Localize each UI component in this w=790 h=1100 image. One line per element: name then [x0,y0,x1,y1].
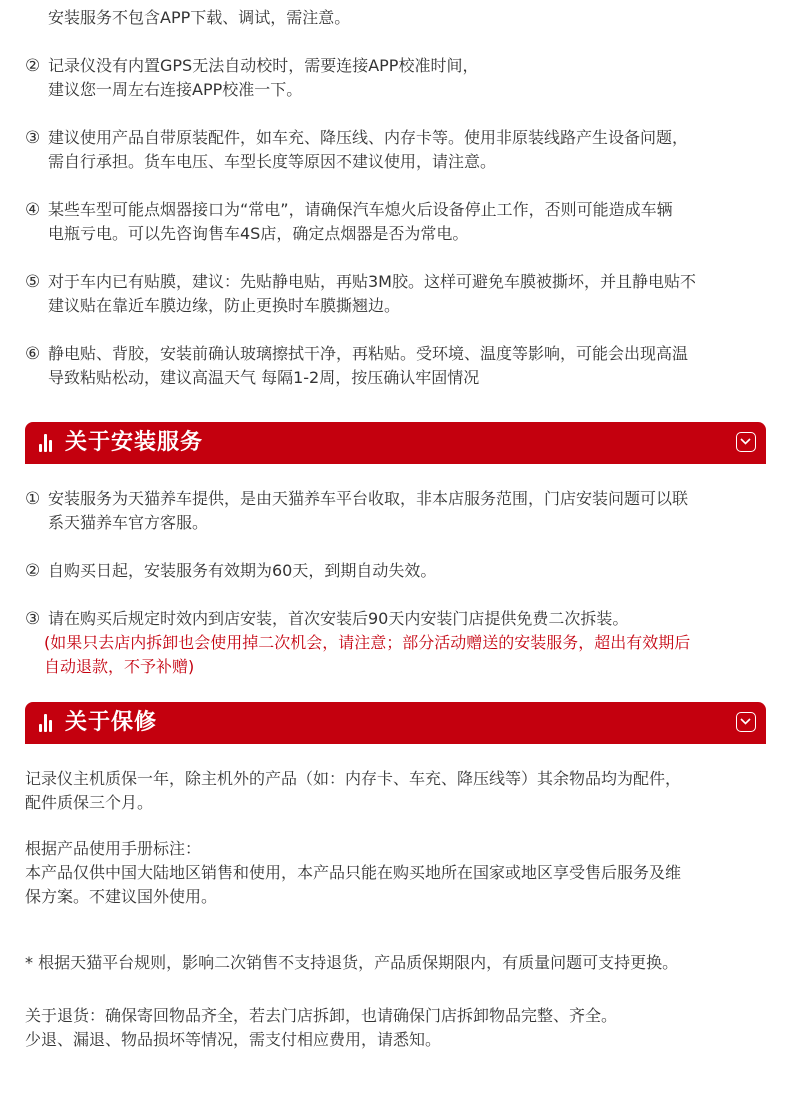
install-3-line-1: 请在购买后规定时效内到店安装，首次安装后90天内安装门店提供免费二次拆装。 [48,609,629,628]
warranty-line-1: 记录仪主机质保一年，除主机外的产品（如：内存卡、车充、降压线等）其余物品均为配件， [25,769,682,788]
note-4-line-2: 电瓶亏电。可以先咨询售车4S店，确定点烟器是否为常电。 [48,224,469,243]
chevron-down-icon[interactable] [736,432,756,452]
note-3-line-1: 建议使用产品自带原装配件，如车充、降压线、内存卡等。使用非原装线路产生设备问题， [48,128,689,147]
note-2-line-2: 建议您一周左右连接APP校准一下。 [48,80,303,99]
install-2-number: ② [25,561,41,581]
note-5-number: ⑤ [25,272,41,292]
install-1-line-2: 系天猫养车官方客服。 [48,513,209,532]
note-3-line-2: 需自行承担。货车电压、车型长度等原因不建议使用，请注意。 [48,152,497,171]
note-2-number: ② [25,56,41,76]
note-6-line-2: 导致粘贴松动，建议高温天气 每隔1-2周，按压确认牢固情况 [48,368,480,387]
note-cut-line: 安装服务不包含APP下载、调试，需注意。 [48,8,351,27]
note-4-line-1: 某些车型可能点烟器接口为“常电”，请确保汽车熄火后设备停止工作，否则可能造成车辆 [48,200,673,219]
install-warning-line-2: 自动退款，不予补赠) [44,657,195,676]
install-1-number: ① [25,489,41,509]
warranty-section-header[interactable] [25,702,766,744]
install-3-number: ③ [25,609,41,629]
warranty-line-4: 本产品仅供中国大陆地区销售和使用，本产品只能在购买地所在国家或地区享受售后服务及维 [25,863,682,882]
install-section-header[interactable] [25,422,766,464]
note-5-line-2: 建议贴在靠近车膜边缘，防止更换时车膜撕翘边。 [48,296,401,315]
warranty-platform-rule: * 根据天猫平台规则，影响二次销售不支持退货，产品质保期限内，有质量问题可支持更换。 [25,953,679,972]
note-2-line-1: 记录仪没有内置GPS无法自动校时，需要连接APP校准时间， [48,56,479,75]
warranty-line-5: 保方案。不建议国外使用。 [25,887,218,906]
signal-bars-icon [39,714,53,732]
warranty-section-title: 关于保修 [65,710,158,735]
warranty-return-line-2: 少退、漏退、物品损坏等情况，需支付相应费用，请悉知。 [25,1030,442,1049]
install-warning-line-1: (如果只去店内拆卸也会使用掉二次机会，请注意；部分活动赠送的安装服务，超出有效期后 [44,633,691,652]
install-2-line-1: 自购买日起，安装服务有效期为60天，到期自动失效。 [48,561,437,580]
chevron-down-icon[interactable] [736,712,756,732]
warranty-line-2: 配件质保三个月。 [25,793,154,812]
note-5-line-1: 对于车内已有贴膜，建议：先贴静电贴，再贴3M胶。这样可避免车膜被撕坏，并且静电贴不 [48,272,696,291]
note-6-number: ⑥ [25,344,41,364]
warranty-manual-heading: 根据产品使用手册标注： [25,839,202,858]
note-4-number: ④ [25,200,41,220]
signal-bars-icon [39,434,53,452]
warranty-return-line-1: 关于退货：确保寄回物品齐全，若去门店拆卸，也请确保门店拆卸物品完整、齐全。 [25,1006,618,1025]
install-section-title: 关于安装服务 [65,430,204,455]
install-1-line-1: 安装服务为天猫养车提供，是由天猫养车平台收取，非本店服务范围，门店安装问题可以联 [48,489,689,508]
note-6-line-1: 静电贴、背胶，安装前确认玻璃擦拭干净，再粘贴。受环境、温度等影响，可能会出现高温 [48,344,689,363]
note-3-number: ③ [25,128,41,148]
